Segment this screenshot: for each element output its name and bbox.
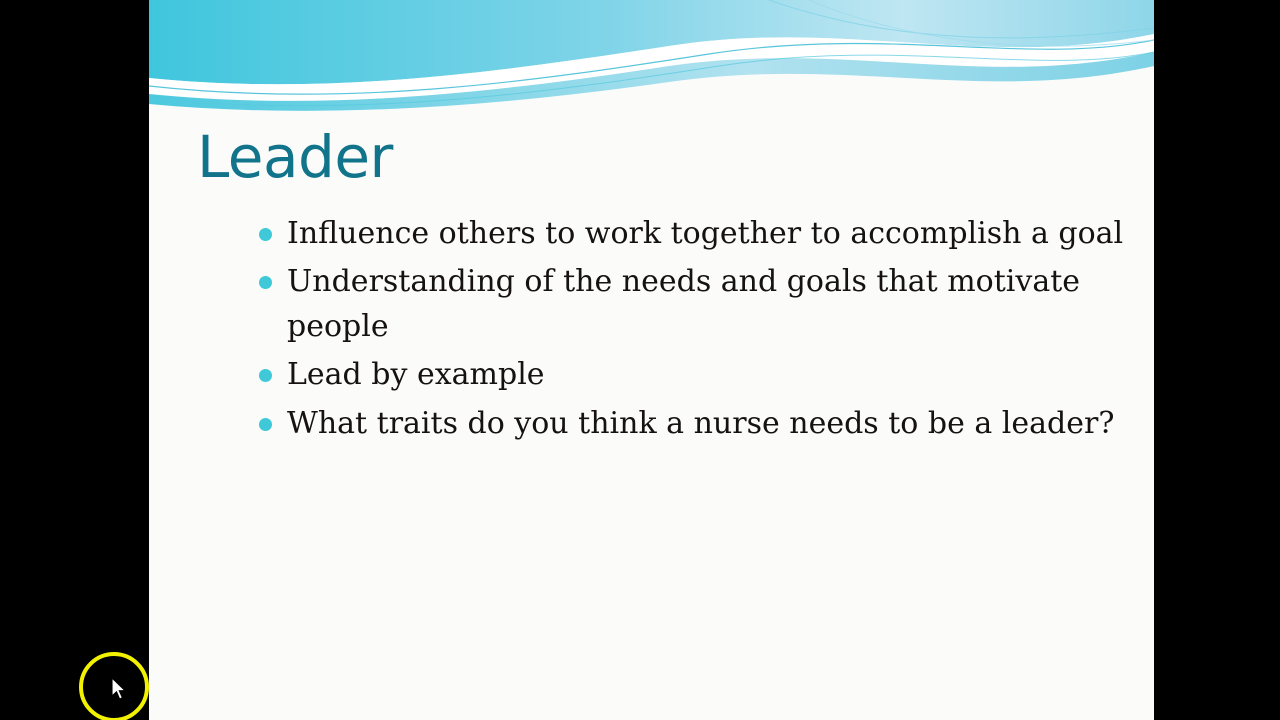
bullet-text: Lead by example [287, 357, 545, 393]
bullet-dot-icon [259, 369, 272, 382]
bullet-text: Influence others to work together to accomplish a goal [287, 216, 1124, 251]
bullet-dot-icon [259, 228, 272, 241]
bullet-text: What traits do you think a nurse needs to be a leader? [287, 405, 1115, 441]
slide-bullet-list [197, 212, 1127, 450]
bullet-dot-icon [259, 418, 272, 431]
list-item [197, 402, 1127, 446]
presentation-slide [149, 0, 1154, 720]
slide-title: Leader [197, 123, 393, 191]
list-item [197, 353, 1127, 397]
letterbox-left [0, 0, 149, 720]
slide-header-wave-decoration [149, 0, 1154, 115]
bullet-dot-icon [259, 276, 272, 289]
list-item [197, 260, 1127, 349]
mouse-pointer-icon [112, 678, 128, 702]
letterbox-right [1154, 0, 1280, 720]
list-item [197, 212, 1127, 256]
bullet-text: Understanding of the needs and goals that motivate people [287, 264, 1081, 344]
